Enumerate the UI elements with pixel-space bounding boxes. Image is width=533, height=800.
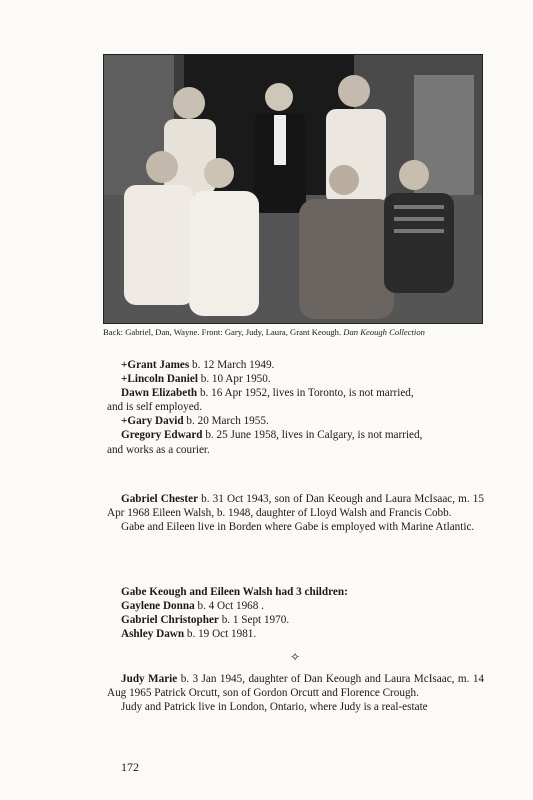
list-item: Gregory Edward b. 25 June 1958, lives in Calgary, is not married, [121,429,423,442]
family-photo-illustration [104,55,482,323]
judy-entry [107,672,484,714]
gabriel-residence: Gabe and Eileen live in Borden where Gabe is employed with Marine Atlantic. [121,521,475,534]
list-item: Ashley Dawn b. 19 Oct 1981. [121,628,257,641]
gabriel-paragraph: Gabriel Chester b. 31 Oct 1943, son of Dan Keough and Laura McIsaac, m. 15 Apr 1968 Eileen Walsh, b. 1948, daughter of Lloyd Walsh and Francis Cobb. [107,493,484,520]
page-number: 172 [121,760,139,774]
list-item: +Lincoln Daniel b. 10 Apr 1950. [121,373,271,386]
family-photo [103,54,483,324]
gabriel-entry [107,492,484,534]
caption-people: Back: Gabriel, Dan, Wayne. Front: Gary, Judy, Laura, Grant Keough. [103,327,342,337]
judy-residence: Judy and Patrick live in London, Ontario, where Judy is a real-estate [121,701,428,714]
photo-caption [103,327,483,338]
list-item-continuation: and works as a courier. [107,443,210,456]
list-item-continuation: and is self employed. [107,401,203,414]
list-item: Gaylene Donna b. 4 Oct 1968 . [121,600,264,613]
gabriel-children [121,585,484,641]
list-item: Dawn Elizabeth b. 16 Apr 1952, lives in Toronto, is not married, [121,387,414,400]
section-divider-icon: ✧ [290,650,301,664]
list-item: Gabriel Christopher b. 1 Sept 1970. [121,614,290,627]
judy-paragraph: Judy Marie b. 3 Jan 1945, daughter of Dan Keough and Laura McIsaac, m. 14 Aug 1965 Patrick Orcutt, son of Gordon Orcutt and Florence Crough. [107,673,485,700]
children-heading: Gabe Keough and Eileen Walsh had 3 children: [121,586,348,598]
list-item: +Grant James b. 12 March 1949. [121,359,275,371]
children-list [107,358,484,457]
list-item: +Gary David b. 20 March 1955. [121,415,269,428]
caption-collection: Dan Keough Collection [343,327,425,337]
